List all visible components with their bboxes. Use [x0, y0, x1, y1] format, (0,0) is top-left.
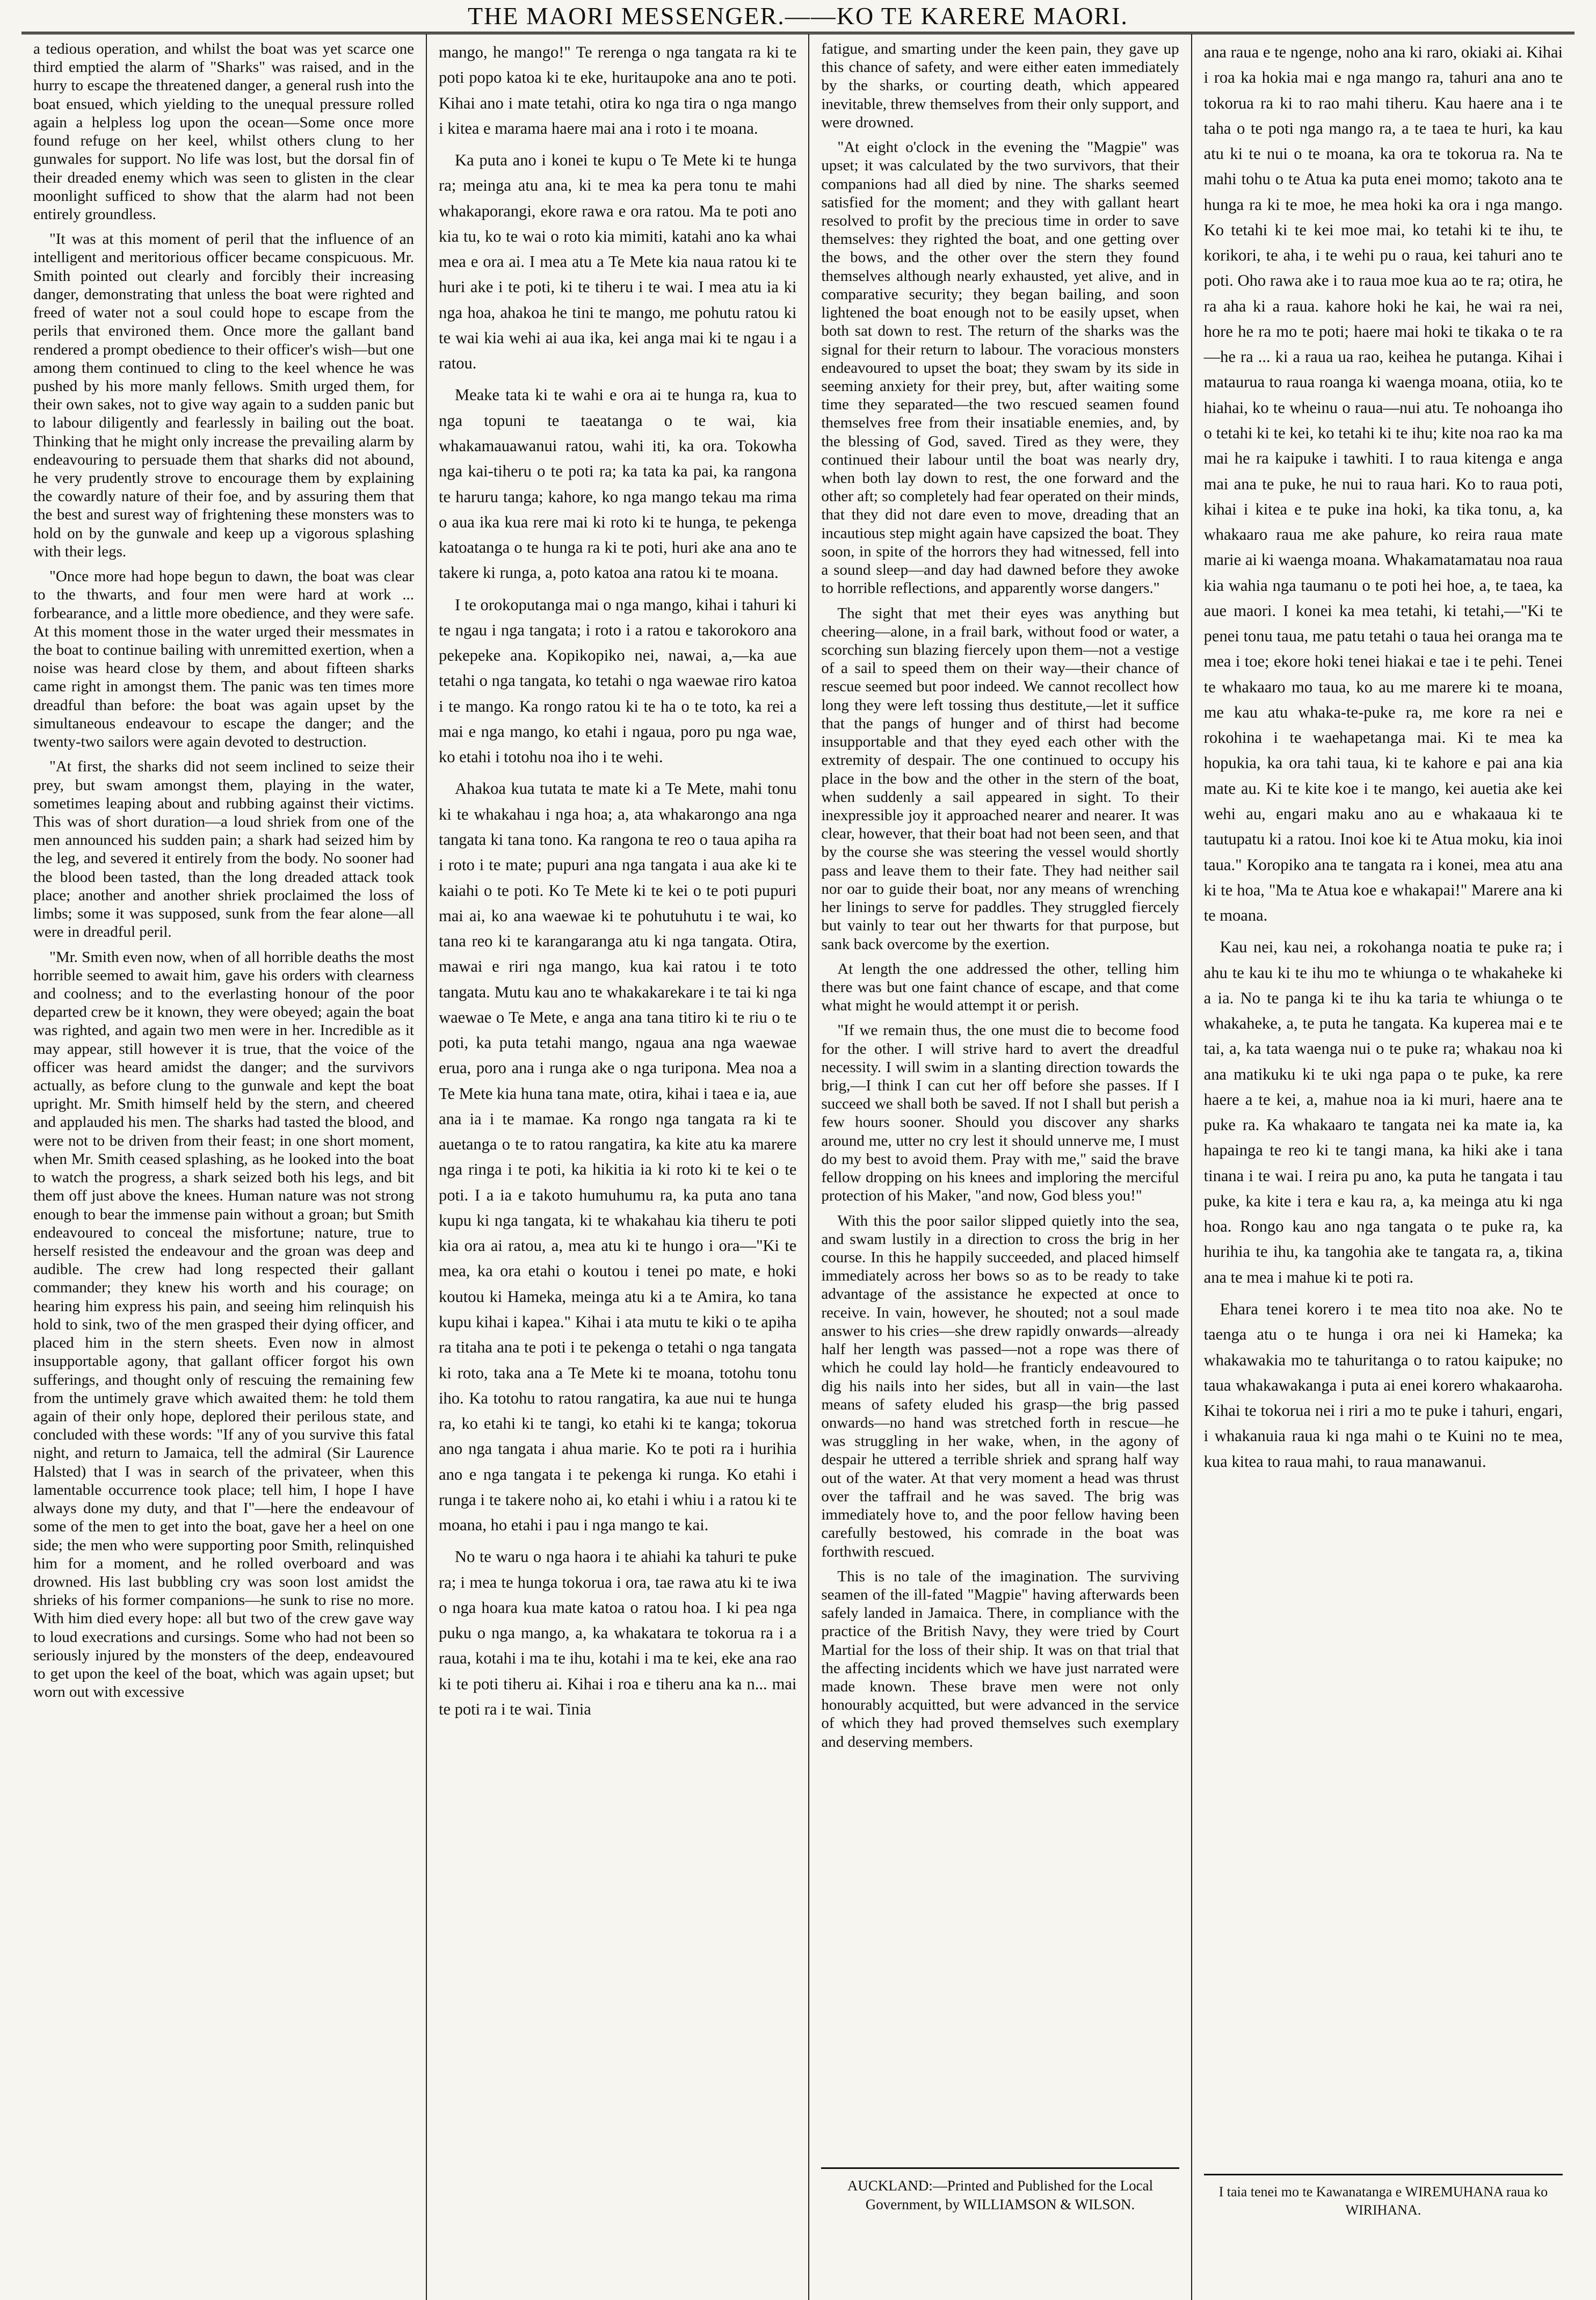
article-paragraph: Ahakoa kua tutata te mate ki a Te Mete, mahi tonu ki te whakahau i nga hoa; a, ata whakarongo ana nga tangata ki tana tono. Ka rangona te reo o taua apiha ra i roto i te mate; pupuri ana nga tangata i aua ake ki te kaiahi o te poti. Ko Te Mete ki te kei o te poti pupuri mai ai, ko ana waewae ki te pohutuhutu i te wai, ko tana reo ki te karangaranga atu ki nga tangata. Otira, mawai e riri nga mango, kua kai ratou i te toto tangata. Mutu kau ano te whakakarekare i te tai ki nga waewae o Te Mete, e anga ana tana titiro ki te riu o te poti, ka puta tetahi mango, ngaua ana nga waewae erua, poro ana i runga ake o nga turipona. Mea noa a Te Mete kia huna tana mate, otira, kihai i taea e ia, aue ana ia i te mamae. Ka rongo nga tangata ra ki te auetanga o te to ratou rangatira, ka kite atu ka marere nga ringa i te poti, ka hikitia ia ki roto ki te kei o te poti. I a ia e takoto humuhumu ra, ka puta ano tana kupu ki nga tangata, ki te whakahau kia tiheru te poti kia ora ai ratou, a, mea atu ki te hungo i ora—"Ki te mea, ka ora etahi o koutou i tenei po mate, e hoki koutou ki Hameka, meinga atu ki a te Amira, ko tana kupu kihai i kapea." Kihai i ata mutu te kiki o te apiha ra titaha ana te poti i te pekenga o tetahi o nga tangata ki roto, taka ana a Te Mete ki te moana, totohu tonu iho. Ka totohu to ratou rangatira, ka aue nui te hunga ra, ko etahi ki te tangi, ko etahi ki te kanga; tokorua ano nga tangata i ahua marie. Ko te poti ra i hurihia ano e nga tangata i te pekenga ki runga. Ko etahi i runga i te takere noho ai, ko etahi i whiu i a ratou ki te moana, ho etahi i pau i nga mango te kai. [439, 779, 797, 1535]
article-paragraph: This is no tale of the imagination. The surviving seamen of the ill-fated "Magpie" having afterwards been safely landed in Jamaica. There, in compliance with the practice of the British Navy, they were tried by Court Martial for the loss of their ship. It was on that trial that the affecting incidents which we have just narrated were made known. These brave men were not only honourably acquitted, but were advanced in the service of which they had proved themselves such exemplary and deserving members. [821, 1567, 1179, 1751]
article-paragraph: The sight that met their eyes was anything but cheering—alone, in a frail bark, without food or water, a scorching sun blazing fiercely upon them—not a vestige of a sail to speed them on their way—their chance of rescue seemed but poor indeed. We cannot recollect how long they were left tossing thus destitute,—let it suffice that the pangs of hunger and of thirst had become insupportable and that they eyed each other with the extremity of despair. The one continued to occupy his place in the bow and the other in the stern of the boat, when suddenly a sail appeared in sight. To their inexpressible joy it approached nearer and nearer. It was clear, however, that their boat had not been seen, and that by the course she was steering the vessel would shortly pass and leave them to their fate. They had neither sail nor oar to guide their boat, nor any means of wrenching her linings to serve for paddles. They struggled fiercely but vainly to tear out her thwarts for that purpose, but sank back overcome by the exertion. [821, 604, 1179, 953]
article-paragraph: "Mr. Smith even now, when of all horrible deaths the most horrible seemed to await him, gave his orders with clearness and coolness; and to the everlasting honour of the poor departed crew be it known, they were obeyed; again the boat was righted, and again two men were in her. Incredible as it may appear, still however it is true, that the voice of the officer was heard amidst the danger; and the survivors actually, as before clung to the gunwale and kept the boat upright. Mr. Smith himself held by the stern, and cheered and applauded his men. The sharks had tasted the blood, and were not to be driven from their feast; in one short moment, when Mr. Smith ceased splashing, as he looked into the boat to watch the progress, a shark seized both his legs, and bit them off just above the knees. Human nature was not strong enough to bear the immense pain without a groan; but Smith endeavoured to conceal the misfortune; nature, true to herself resisted the endeavour and the groan was deep and audible. The crew had long respected their gallant commander; they knew his worth and his courage; on hearing him express his pain, and seeing him relinquish his hold to sink, two of the men grasped their dying officer, and placed him in the stern sheets. Even now in almost insupportable agony, that gallant officer forgot his own sufferings, and thought only of rescuing the remaining few from the untimely grave which awaited them: he told them again of their only hope, deplored their perilous state, and concluded with these words: "If any of you survive this fatal night, and return to Jamaica, tell the admiral (Sir Laurence Halsted) that I was in search of the privateer, when this lamentable occurrence took place; tell him, I hope I have always done my duty, and that I"—here the endeavour of some of the men to get into the boat, gave her a heel on one side; the men who were supporting poor Smith, relinquished him for a moment, and he rolled overboard and was drowned. His last bubbling cry was soon lost amidst the shrieks of his former companions—he sunk to rise no more. With him died every hope: all but two of the crew gave way to loud execrations and cursings. Some who had not been so seriously injured by the monsters of the deep, endeavoured to get upon the keel of the boat, which was again upset; but worn out with excessive [33, 948, 415, 1701]
printer-imprint [821, 2167, 1179, 2214]
article-paragraph: Ka puta ano i konei te kupu o Te Mete ki te hunga ra; meinga atu ana, ki te mea ka pera tonu te mahi whakaporangi, ekore rawa e ora ratou. Ma te poti ano kia tu, ko te wai o roto kia mimiti, katahi ano ka whai mea e ora ai. I mea atu a Te Mete kia naua ratou ki te huri ake i te poti, ki te tiheru i te wai. I mea atu ia ki nga hoa, ahakoa he tini te mango, me pohutu ratou ki te wai kia wehi ai aua ika, kei anga mai ki te ngau i a ratou. [439, 151, 797, 373]
article-paragraph: Ehara tenei korero i te mea tito noa ake. No te taenga atu o te hunga i ora nei ki Hameka; ka whakawakia mo te tahuritanga o to ratou kaipuke; no taua whakawakanga i puta ai enei korero whakaaroha. Kihai te tokorua nei i riri a mo te puke i tahuri, engari, i whakanuia raua ki nga mahi o te Kuini no te mea, kua kitea to raua mahi, to raua manawanui. [1203, 1300, 1563, 1471]
article-paragraph: fatigue, and smarting under the keen pain, they gave up this chance of safety, and were either eaten immediately by the sharks, or courting death, which appeared inevitable, threw themselves from their only support, and were drowned. [821, 40, 1179, 131]
article-paragraph: "Once more had hope begun to dawn, the boat was clear to the thwarts, and four men were hard at work ... forbearance, and a little more obedience, and they were safe. At this moment those in the water urged their messmates in the boat to continue bailing with unremitted exertion, when a noise was heard close by them, and about fifteen sharks came right in amongst them. The panic was ten times more dreadful than before: the boat was again upset by the simultaneous endeavour to escape the danger; and the twenty-two sailors were again devoted to destruction. [33, 568, 415, 751]
article-paragraph: No te waru o nga haora i te ahiahi ka tahuri te puke ra; i mea te hunga tokorua i ora, tae rawa atu ki te iwa o nga hoara kua mate katoa o ratou hoa. I ki pea nga puku o nga mango, a, ka whakatara te tokorua ra i a raua, kotahi i ma te ihu, kotahi i ma te kei, eke ana rao ki te poti tiheru ai. Kihai i roa e tiheru ana ka n... mai te poti ra i te wai. Tinia [439, 1547, 797, 1718]
imprint-text: :—Printed and Published for the Local Government, by WILLIAMSON & WILSON. [865, 2177, 1154, 2212]
column-1-english [21, 34, 427, 2300]
article-paragraph: ana raua e te ngenge, noho ana ki raro, okiaki ai. Kihai i roa ka hokia mai e nga mango ra, tahuri ana ano te tokorua ra ki to rao mahi tiheru. Kau haere ana i te taha o te poti nga mango ra, a te taea te huri, ka kau atu ki te nui o te moana, ka ora te tokorua ra. Na te mahi tohu o te Atua ka puta enei momo; takoto ana te hunga ra ki te moe, he mea hoki ka ora i nga mango. Ko tetahi ki te kei moe mai, ko tetahi ki te ihu, te korikori, te aha, i te wehi pu o raua, kei tahuri ano te poti. Oho rawa ake i to raua moe kua ao te ra; otira, he ra aha ki a raua. kahore hoki he kai, he wai ra nei, hore he ra mo te poti; haere mai hoki te tikaka o te ra—he ra ... ki a raua ua rao, keihea he putanga. Kihai i mataurua to raua roanga ki waenga moana, otiia, ko te hiahai, ko te wheinu o raua—nui atu. Te nohoanga iho o tetahi ki te kei, ko tetahi ki te ihu; kite noa rao ka ma mai he ra kaipuke i tawhiti. I to raua kitenga e anga mai ana te puke, he nui to raua hari. Ko to raua poti, kihai i kitea e te puke ina hoki, ka tika tonu, a, ka whakaaro raua me ake pahure, ko reira raua mate marie ai ki waenga moana. Whakamatamatau noa raua kia wahia nga taumanu o te poti hei hoe, a, te taea, ka aue maori. I konei ka mea tetahi, ki tetahi,—"Ki te penei tonu taua, me patu tetahi o taua hei oranga ma te mea i toe; ekore hoki tenei hiakai e tae i te pehi. Tenei te whakaaro mo taua, ko au me marere ki te moana, me kau atu whaka-te-puke ra, me kore ra nei e rokohina i te waehapetanga mai. Ki te mea ka hopukia, ka ora tahi taua, ki te kahore e pai ana kia mate au. Ki te kite koe i te mango, kei auetia ake kei wehi au, engari maku ano au e whakaaua ki te tautupatu ki a ratou. Inoi koe ki te Atua moku, kia inoi taua." Koropiko ana te tangata ra i konei, mea atu ana ki te hoa, "Ma te Atua koe e whakapai!" Marere ana ki te moana. [1203, 43, 1563, 925]
article-paragraph: Kau nei, kau nei, a rokohanga noatia te puke ra; i ahu te kau ki te ihu mo te whiunga o te whakaheke ki a ia. No te panga ki te ihu ka taria te whiunga o te whakaheke, a, te puta he tangata. Ka kuperea mai e te tai, a, ka tata waenga nui o te puke ra; whakau noa ki ana matikuku ki te uki nga papa o te puke, ka rere haere a te kei, a, mahue noa ia ki muri, haere ana te puke ra. Ka whakaaro te tangata nei ka mate ia, ka hapainga te reo ki te tangi mana, ka hiki ake i tana tinana i te wai. I reira pu ano, ka puta he tangata i tau puke, ka kite i tera e kau ra, a, ka meinga atu ki nga hoa. Rongo kau ano nga tangata o te puke ra, ka hurihia te ihu, ka tangohia ake te tangata ra, a, tikina ana te mea i mahue ki te poti ra. [1203, 938, 1563, 1286]
article-paragraph: a tedious operation, and whilst the boat was yet scarce one third emptied the alarm of "Sharks" was raised, and in the hurry to escape the threatened danger, a general rush into the boat ensued, which yielding to the unequal pressure rolled again a helpless log upon the ocean—Some once more found refuge on her keel, whilst others clung to her gunwales for support. No life was lost, but the dorsal fin of their dreaded enemy which was seen to glisten in the clear moonlight sufficed to show that the alarm had not been entirely groundless. [33, 40, 415, 223]
article-paragraph: "At first, the sharks did not seem inclined to seize their prey, but swam amongst them, playing in the water, sometimes leaping about and rubbing against their victims. This was of short duration—a loud shriek from one of the men announced his sudden pain; a shark had seized him by the leg, and severed it entirely from the body. No sooner had the blood been tasted, than the long dreaded attack took place; another and another shriek proclaimed the loss of limbs; some it was supposed, sunk from the fear alone—all were in dreadful peril. [33, 758, 415, 941]
article-paragraph: "At eight o'clock in the evening the "Magpie" was upset; it was calculated by the two survivors, that their companions had all died by nine. The sharks seemed satisfied for the moment; and they with gallant heart resolved to profit by the precious time in order to save themselves: they righted the boat, and one getting over the bows, and the other over the stern they found themselves although nearly exhausted, yet alive, and in comparative security; they began bailing, and soon lightened the boat enough not to be easily upset, when both sat down to rest. The return of the sharks was the signal for their return to labour. The voracious monsters endeavoured to upset the boat; they swam by its side in seeming anxiety for their prey, but, after waiting some time they separated—the two rescued seamen found themselves free from their insatiable enemies, and, by the blessing of God, saved. Tired as they were, they continued their labour until the boat was nearly dry, when both lay down to rest, the one forward and the other aft; so completely had fear operated on their minds, that they did not dare even to move, dreading that an incautious step might again have capsized the boat. They soon, in spite of the horrors they had witnessed, fell into a sound sleep—and day had dawned before they awoke to horrible reflections, and apparently worse dangers." [821, 139, 1179, 597]
article-paragraph: I te orokoputanga mai o nga mango, kihai i tahuri ki te ngau i nga tangata; i roto i a ratou e takorokoro ana pekepeke ana. Kopikopiko nei, nawai, a,—ka aue tetahi o nga tangata, ko tetahi o nga waewae riro katoa i te mango. Ka rongo ratou ki te ha o te toto, ka rei a mai e nga mango, ko etahi i ngaua, poro pu nga wae, ko etahi i totohu noa iho i te wehi. [439, 595, 797, 766]
column-4-maori [1192, 34, 1575, 2300]
article-paragraph: mango, he mango!" Te rerenga o nga tangata ra ki te poti popo katoa ki te eke, huritaupoke ana ano te poti. Kihai ano i mate tetahi, otira ko nga tira o nga mango i kitea e marama haere mai ana i roto i te moana. [439, 43, 797, 138]
article-paragraph: With this the poor sailor slipped quietly into the sea, and swam lustily in a direction to cross the brig in her course. In this he happily succeeded, and placed himself immediately across her bows so as to be ready to take advantage of the assistance he expected at once to receive. In vain, however, he shouted; not a soul made answer to his cries—she drew rapidly onwards—already half her length was passed—not a rope was there of which he could lay hold—he franticly endeavoured to dig his nails into her sides, but all in vain—the last means of safety eluded his grasp—the brig passed onwards—no hand was stretched forth in rescue—he was struggling in her wake, when, in the agony of despair he uttered a terrible shriek and sprang half way out of the water. At that very moment a head was thrust over the taffrail and he was saved. The brig was immediately hove to, and the poor fellow having been carefully bestowed, his comrade in the boat was forthwith rescued. [821, 1212, 1179, 1560]
columns-container [21, 34, 1575, 2300]
article-paragraph: At length the one addressed the other, telling him there was but one faint chance of escape, and that come what might he would attempt it or perish. [821, 960, 1179, 1015]
column-3-english [809, 34, 1192, 2300]
article-paragraph: "If we remain thus, the one must die to become food for the other. I will strive hard to avert the dreadful necessity. I will swim in a slanting direction towards the brig,—I think I can cut her off before she passes. If I succeed we shall both be saved. If not I shall but perish a few hours sooner. Should you discover any sharks around me, utter no cry lest it should unnerve me, I must do my best to avoid them. Pray with me," said the brave fellow dropping on his knees and imploring the merciful protection of his Maker, "and now, God bless you!" [821, 1022, 1179, 1205]
article-paragraph: "It was at this moment of peril that the influence of an intelligent and meritorious officer became conspicuous. Mr. Smith pointed out clearly and forcibly their increasing danger, demonstrating that unless the boat were righted and freed of water not a soul could hope to escape from the perils that environed them. Once more the gallant band rendered a prompt obedience to their officer's wish—but one among them continued to cling to the keel whence he was pushed by his more manly fellows. Smith urged them, for their own sakes, not to give way again to a sudden panic but to labour diligently and fearlessly in bailing out the boat. Thinking that he might only increase the prevailing alarm by endeavouring to persuade them that sharks did not abound, he very prudently strove to encourage them by explaining the cowardly nature of their foe, and by assuring them that the best and surest way of frightening these monsters was to hold on by the gunwale and keep up a vigorous splashing with their legs. [33, 230, 415, 560]
masthead-title: THE MAORI MESSENGER.——KO TE KARERE MAORI. [21, 0, 1575, 34]
article-paragraph: Meake tata ki te wahi e ora ai te hunga ra, kua to nga topuni te taeatanga o te wai, kia whakamauawanui ratou, wahi iti, ka ora. Tokowha nga kai-tiheru o te poti ra; ka tata ka pai, ka rangona te haruru tanga; kahore, ko nga mango tekau ma rima o aua ika kua rere mai ki roto ki te hunga, te pekenga katoatanga o te hunga ra ki te poti, huri ake ana ano te takere ki runga, a, poto katoa ana ratou ki te moana. [439, 386, 797, 582]
imprint-place: AUCKLAND [847, 2177, 929, 2194]
column-2-maori [427, 34, 809, 2300]
maori-colophon: I taia tenei mo te Kawanatanga e WIREMUHANA raua ko WIRIHANA. [1204, 2174, 1563, 2219]
